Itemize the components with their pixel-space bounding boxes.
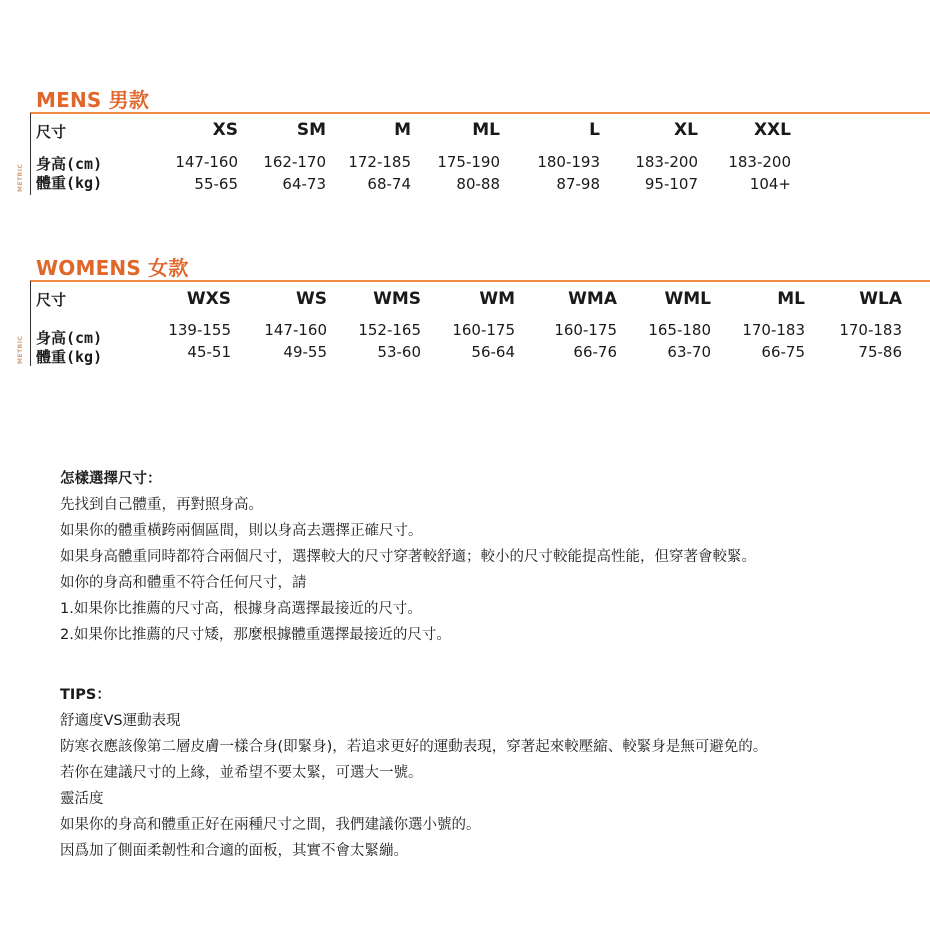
womens-size-header: WMA — [568, 289, 617, 309]
mens-height-value: 175-190 — [437, 153, 500, 171]
womens-height-label: 身高(cm) — [36, 329, 103, 347]
womens-weight-value: 56-64 — [471, 343, 515, 361]
mens-size-label: 尺寸 — [36, 123, 67, 141]
mens-size-header: SM — [296, 120, 326, 140]
womens-size-header: WXS — [186, 289, 231, 309]
mens-height-value: 162-170 — [263, 153, 326, 171]
womens-height-value: 152-165 — [358, 321, 421, 339]
mens-weight-value: 95-107 — [644, 175, 698, 193]
womens-height-value: 160-175 — [452, 321, 515, 339]
womens-weight-value: 66-75 — [761, 343, 805, 361]
mens-table-left-border — [30, 113, 31, 195]
mens-weight-value: 80-88 — [456, 175, 500, 193]
sizing-guide-line: 先找到自己體重，再對照身高。 — [60, 497, 263, 513]
mens-height-value: 180-193 — [537, 153, 600, 171]
womens-size-header: WLA — [859, 289, 902, 309]
mens-size-header: ML — [472, 120, 500, 140]
mens-weight-value: 104+ — [749, 175, 791, 193]
womens-height-value: 139-155 — [168, 321, 231, 339]
womens-weight-value: 63-70 — [667, 343, 711, 361]
womens-section-title: WOMENS 女款 — [36, 256, 189, 280]
womens-weight-value: 66-76 — [573, 343, 617, 361]
womens-size-header: ML — [777, 289, 805, 309]
womens-divider — [30, 280, 930, 282]
womens-weight-value: 53-60 — [377, 343, 421, 361]
womens-weight-label: 體重(kg) — [36, 348, 103, 366]
tips-line: 防寒衣應該像第二層皮膚一樣合身(即緊身)，若追求更好的運動表現，穿著起來較壓縮、較緊身是無可避免的。 — [60, 739, 768, 755]
tips-line: 如果你的身高和體重正好在兩種尺寸之間，我們建議你選小號的。 — [60, 817, 481, 833]
sizing-guide-heading: 怎樣選擇尺寸： — [60, 471, 162, 487]
mens-size-header: XXL — [753, 120, 791, 140]
womens-weight-value: 49-55 — [283, 343, 327, 361]
mens-metric-label: METRIC — [17, 163, 24, 192]
womens-height-value: 160-175 — [554, 321, 617, 339]
sizing-guide-line: 如果你的體重橫跨兩個區間，則以身高去選擇正確尺寸。 — [60, 523, 423, 539]
mens-weight-label: 體重(kg) — [36, 174, 103, 192]
tips-line: 靈活度 — [60, 791, 104, 807]
mens-weight-value: 87-98 — [556, 175, 600, 193]
mens-weight-value: 68-74 — [367, 175, 411, 193]
mens-size-header: XS — [212, 120, 238, 140]
mens-height-value: 147-160 — [175, 153, 238, 171]
mens-height-value: 183-200 — [635, 153, 698, 171]
womens-size-header: WML — [664, 289, 711, 309]
womens-height-value: 165-180 — [648, 321, 711, 339]
mens-height-label: 身高(cm) — [36, 155, 103, 173]
womens-height-value: 170-183 — [742, 321, 805, 339]
tips-line: 舒適度VS運動表現 — [60, 713, 181, 729]
womens-size-header: WMS — [373, 289, 421, 309]
mens-size-header: L — [589, 120, 600, 140]
tips-line: 因爲加了側面柔韌性和合適的面板，其實不會太緊繃。 — [60, 843, 408, 859]
mens-weight-value: 64-73 — [282, 175, 326, 193]
womens-size-header: WM — [479, 289, 515, 309]
sizing-guide-line: 2.如果你比推薦的尺寸矮，那麼根據體重選擇最接近的尺寸。 — [60, 627, 451, 643]
womens-weight-value: 45-51 — [187, 343, 231, 361]
sizing-guide-line: 如果身高體重同時都符合兩個尺寸，選擇較大的尺寸穿著較舒適；較小的尺寸較能提高性能，但穿著會較緊。 — [60, 549, 756, 565]
womens-table-left-border — [30, 281, 31, 366]
mens-height-value: 172-185 — [348, 153, 411, 171]
mens-section-title: MENS 男款 — [36, 88, 150, 112]
womens-size-header: WS — [296, 289, 327, 309]
sizing-guide-line: 1.如果你比推薦的尺寸高，根據身高選擇最接近的尺寸。 — [60, 601, 422, 617]
mens-weight-value: 55-65 — [194, 175, 238, 193]
mens-divider — [30, 112, 930, 114]
womens-size-label: 尺寸 — [36, 291, 67, 309]
womens-height-value: 147-160 — [264, 321, 327, 339]
tips-block — [60, 682, 767, 864]
womens-metric-label: METRIC — [17, 335, 24, 364]
sizing-guide-line: 如你的身高和體重不符合任何尺寸，請 — [60, 575, 307, 591]
tips-heading: TIPS： — [60, 687, 111, 703]
sizing-guide — [60, 466, 756, 648]
tips-line: 若你在建議尺寸的上緣，並希望不要太緊，可選大一號。 — [60, 765, 423, 781]
womens-weight-value: 75-86 — [858, 343, 902, 361]
mens-size-header: M — [394, 120, 411, 140]
womens-height-value: 170-183 — [839, 321, 902, 339]
mens-size-header: XL — [674, 120, 698, 140]
mens-height-value: 183-200 — [728, 153, 791, 171]
